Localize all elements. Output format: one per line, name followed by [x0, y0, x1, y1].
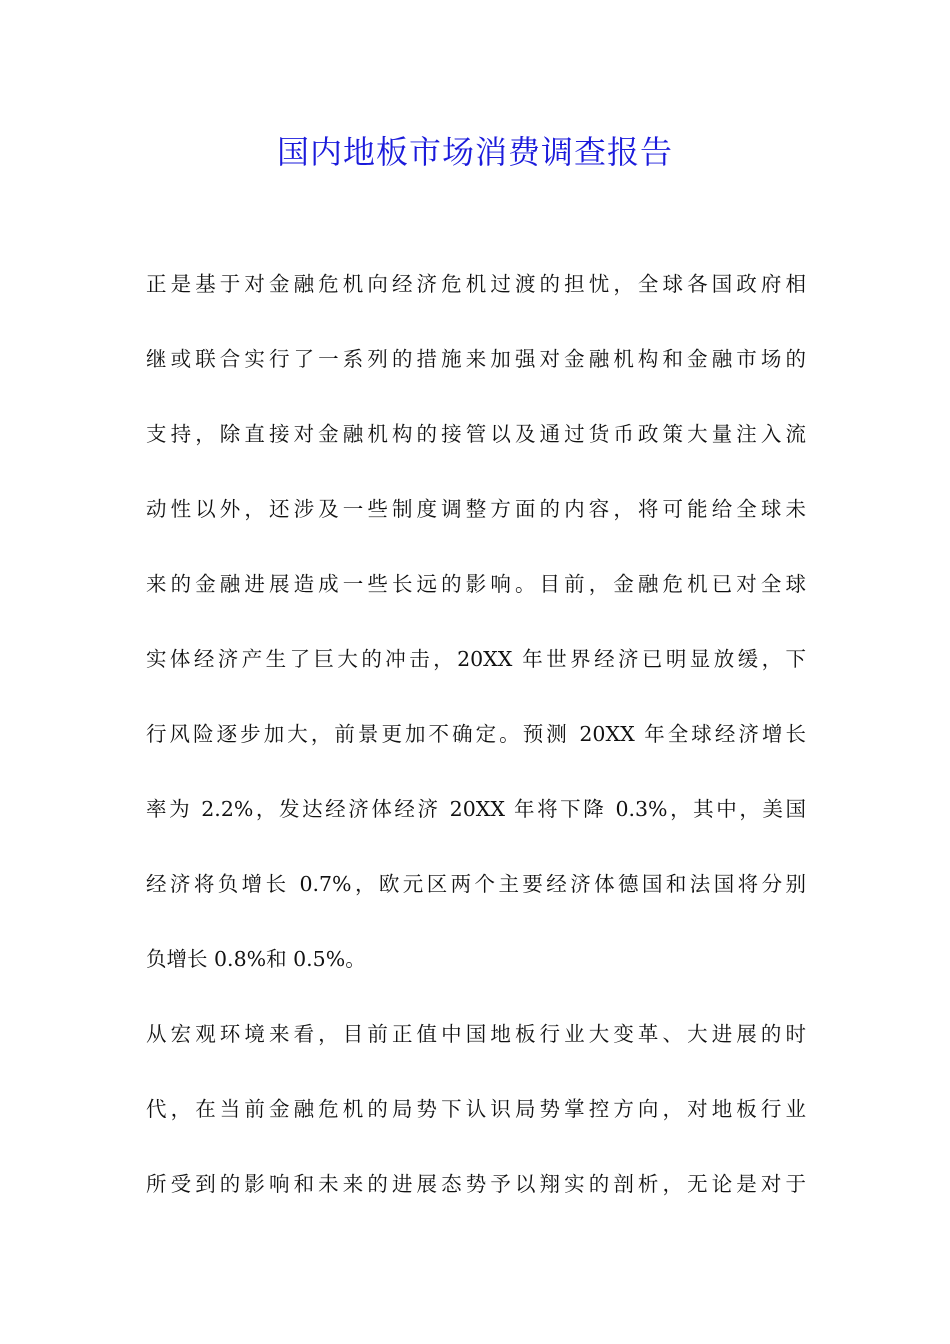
- paragraph-line: 经济将负增长 0.7%，欧元区两个主要经济体德国和法国将分别: [146, 872, 806, 896]
- paragraph-line: 负增长 0.8%和 0.5%。: [146, 947, 366, 971]
- paragraph-line: 继或联合实行了一系列的措施来加强对金融机构和金融市场的: [146, 347, 806, 371]
- paragraph-line: 动性以外，还涉及一些制度调整方面的内容，将可能给全球未: [146, 497, 806, 521]
- paragraph-line: 率为 2.2%，发达经济体经济 20XX 年将下降 0.3%，其中，美国: [146, 797, 806, 821]
- paragraph-line: 正是基于对金融危机向经济危机过渡的担忧，全球各国政府相: [146, 272, 806, 296]
- paragraph-line: 从宏观环境来看，目前正值中国地板行业大变革、大进展的时: [146, 1022, 806, 1046]
- document-body: [146, 262, 806, 1237]
- paragraph-2: [146, 1012, 806, 1237]
- paragraph-line: 实体经济产生了巨大的冲击，20XX 年世界经济已明显放缓，下: [146, 647, 806, 671]
- document-title: 国内地板市场消费调查报告: [276, 133, 673, 171]
- paragraph-1: [146, 262, 806, 1012]
- paragraph-line: 所受到的影响和未来的进展态势予以翔实的剖析，无论是对于: [146, 1172, 806, 1196]
- paragraph-line: 行风险逐步加大，前景更加不确定。预测 20XX 年全球经济增长: [146, 722, 806, 746]
- paragraph-line: 来的金融进展造成一些长远的影响。目前，金融危机已对全球: [146, 572, 806, 596]
- paragraph-line: 代，在当前金融危机的局势下认识局势掌控方向，对地板行业: [146, 1097, 806, 1121]
- paragraph-line: 支持，除直接对金融机构的接管以及通过货币政策大量注入流: [146, 422, 806, 446]
